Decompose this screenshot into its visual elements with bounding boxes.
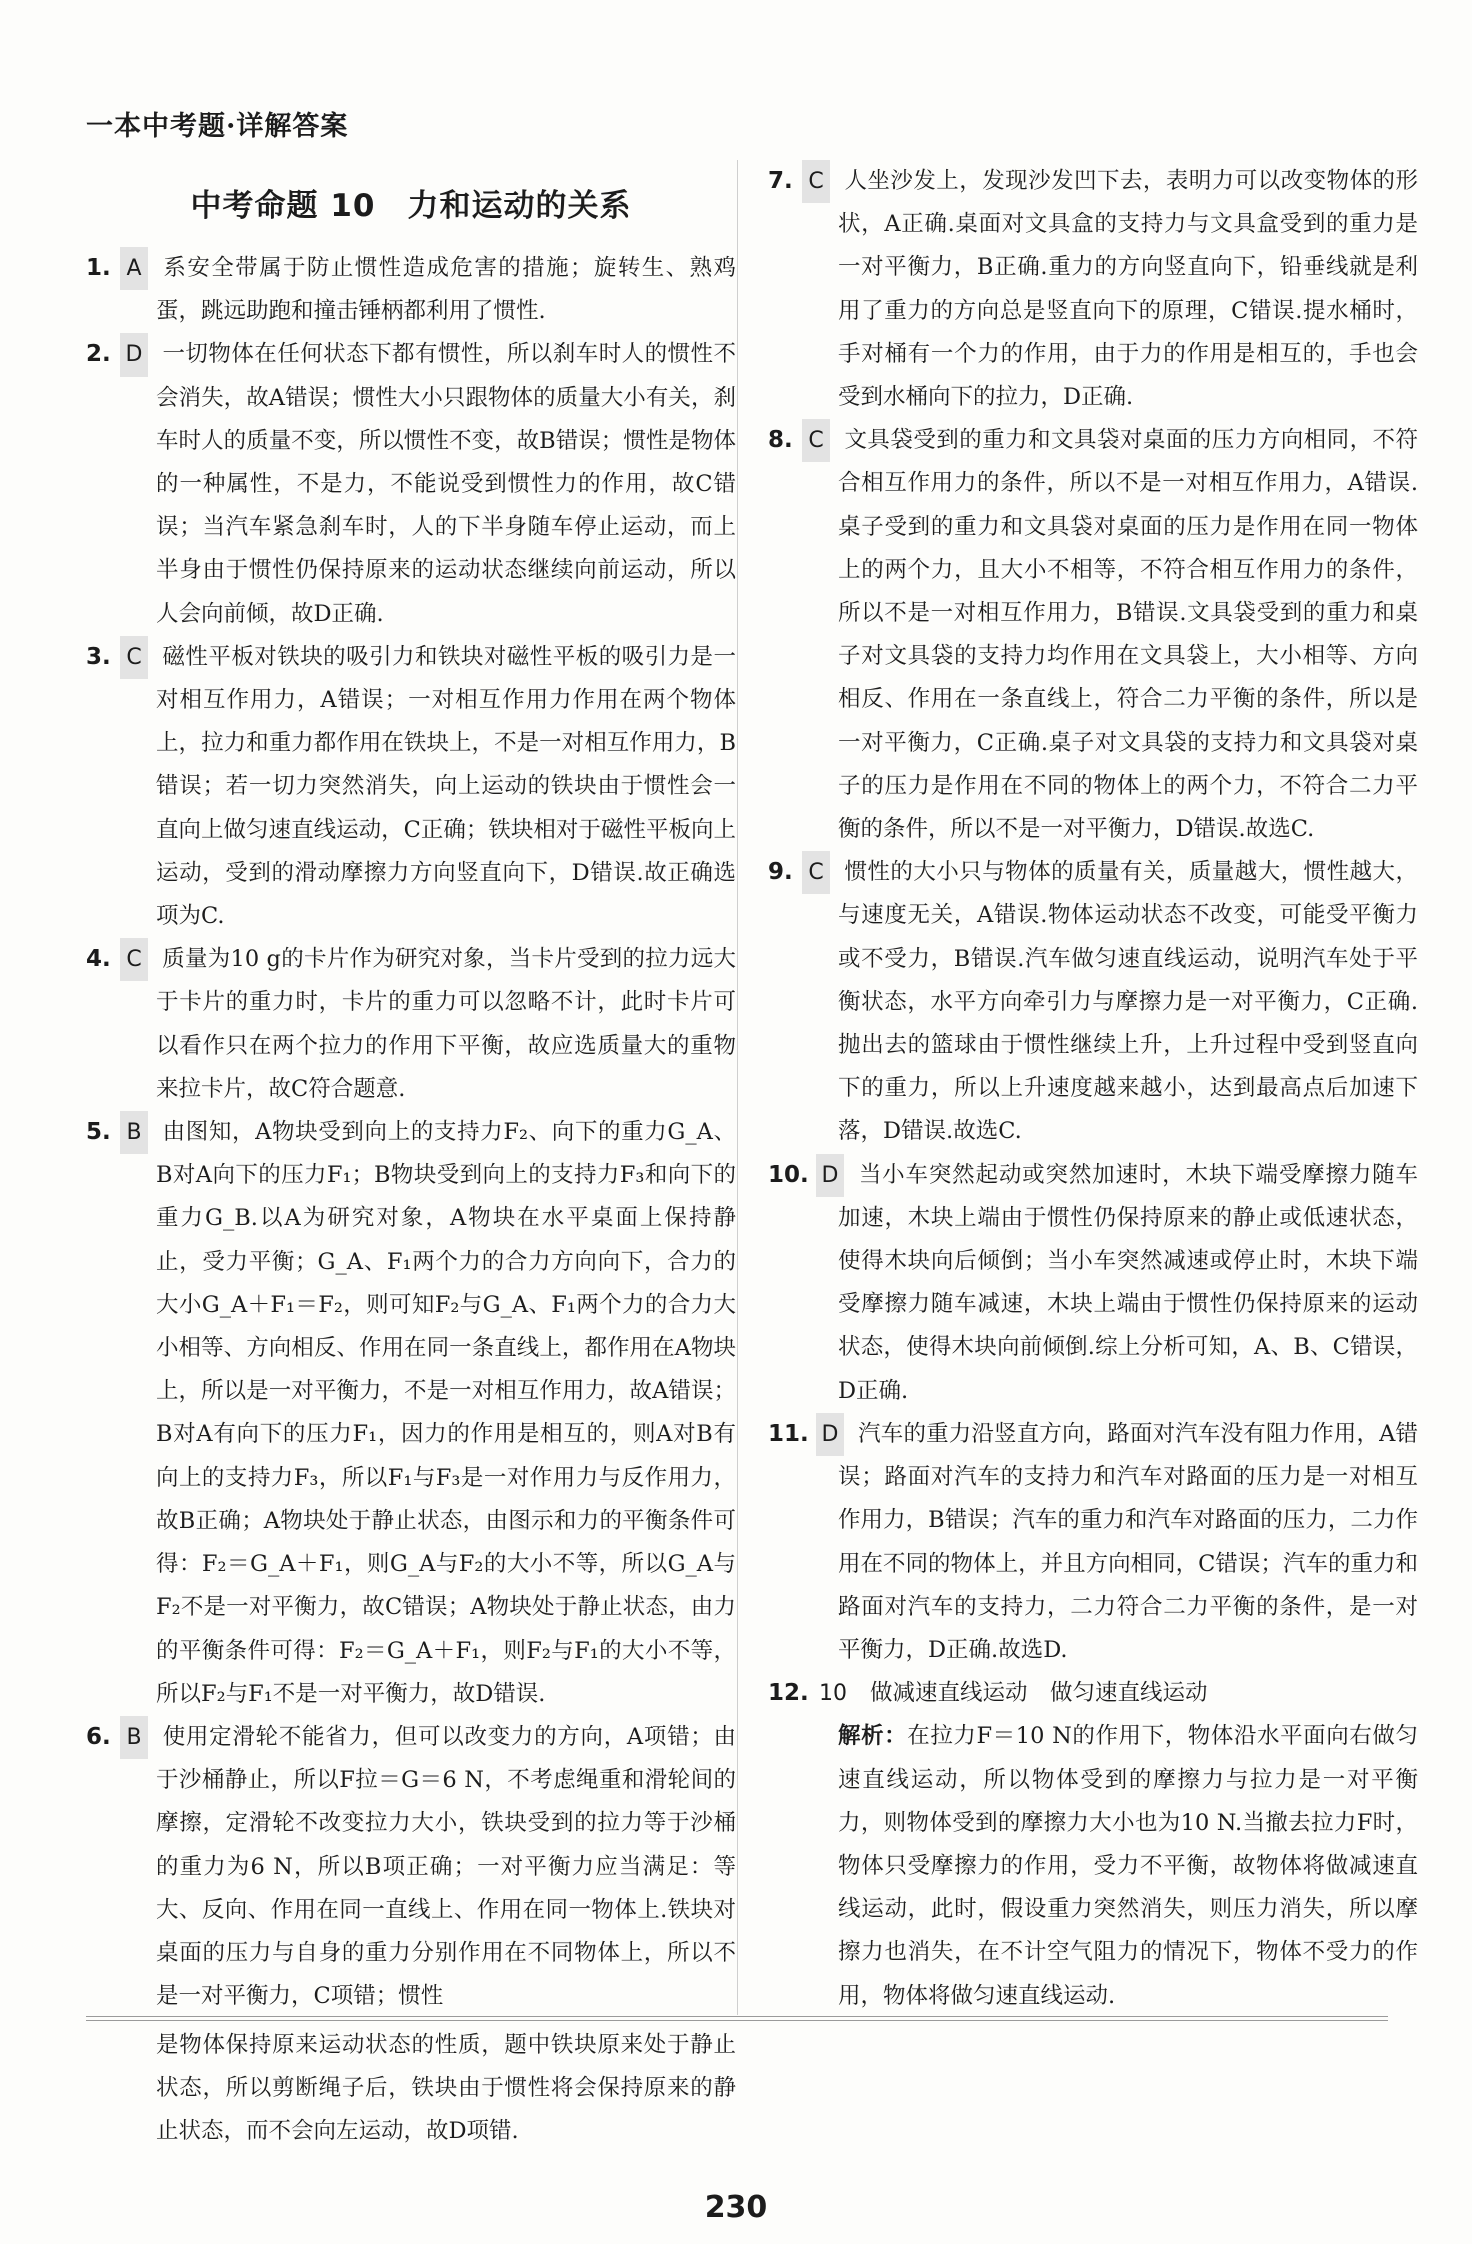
analysis-block [768,1715,1418,2017]
left-answer-list [86,247,736,2018]
explanation-text: 由图知，A物块受到向上的支持力F₂、向下的重力G_A、B对A向下的压力F₁；B物块受到向上的支持力F₃和向下的重力G_B.以A为研究对象，A物块在水平桌面上保持静止，受力平衡；G_A、F₁两个力的合力方向向下，合力的大小G_A＋F₁＝F₂，则可知F₂与G_A、F₁两个力的合力大小相等、方向相反、作用在同一条直线上，都作用在A物块上，所以是一对平衡力，不是一对相互作用力，故A错误；B对A有向下的压力F₁，因力的作用是相互的，则A对B有向上的支持力F₃，所以F₁与F₃是一对作用力与反作用力，故B正确；A物块处于静止状态，由图示和力的平衡条件可得：F₂＝G_A＋F₁，则G_A与F₂的大小不等，所以G_A与F₂不是一对平衡力，故C错误；A物块处于静止状态，由力的平衡条件可得：F₂＝G_A＋F₁，则F₂与F₁的大小不等，所以F₂与F₁不是一对平衡力，故D错误. [156,1119,736,1707]
answer-choice: A [120,247,148,290]
answer-item [86,1716,736,2018]
question-number: 11. [768,1420,809,1447]
analysis-text: 在拉力F＝10 N的作用下，物体沿水平面向右做匀速直线运动，所以物体受到的摩擦力与拉力是一对平衡力，则物体受到的摩擦力大小也为10 N.当撤去拉力F时，物体只受摩擦力的作用，受力不平衡，故物体将做减速直线运动，此时，假设重力突然消失，则压力消失，所以摩擦力也消失，在不计空气阻力的情况下，物体不受力的作用，物体将做匀速直线运动. [838,1723,1418,2009]
analysis-label: 解析： [838,1723,908,1750]
bottom-divider [86,2016,1388,2021]
column-divider [737,160,738,2015]
answer-item [768,1154,1418,1413]
question-number: 9. [768,859,793,886]
header-title: 一本中考题·详解答案 [86,111,349,142]
answer-choice: C [120,938,148,981]
right-column [768,160,1418,2018]
question-number: 12. [768,1680,809,1707]
question-number: 4. [86,946,111,973]
explanation-text: 质量为10 g的卡片作为研究对象，当卡片受到的拉力远大于卡片的重力时，卡片的重力可以忽略不计，此时卡片可以看作只在两个拉力的作用下平衡，故应选质量大的重物来拉卡片，故C符合题意. [156,946,736,1102]
explanation-text: 文具袋受到的重力和文具袋对桌面的压力方向相同，不符合相互作用力的条件，所以不是一对相互作用力，A错误.桌子受到的重力和文具袋对桌面的压力是作用在同一物体上的两个力，且大小不相等，不符合相互作用力的条件，所以不是一对相互作用力，B错误.文具袋受到的重力和桌子对文具袋的支持力均作用在文具袋上，大小相等、方向相反、作用在一条直线上，符合二力平衡的条件，所以是一对平衡力，C正确.桌子对文具袋的支持力和文具袋对桌子的压力是作用在不同的物体上的两个力，不符合二力平衡的条件，所以不是一对平衡力，D错误.故选C. [838,427,1418,843]
answer-item [768,851,1418,1153]
question-number: 2. [86,341,111,368]
answer-item [86,636,736,938]
answer-item [768,1413,1418,1672]
answer-choice: C [120,636,148,679]
question-number: 1. [86,255,111,281]
answer-choice: B [120,1716,148,1759]
explanation-text: 人坐沙发上，发现沙发凹下去，表明力可以改变物体的形状，A正确.桌面对文具盒的支持力与文具盒受到的重力是一对平衡力，B正确.重力的方向竖直向下，铅垂线就是利用了重力的方向总是竖直向下的原理，C错误.提水桶时，手对桶有一个力的作用，由于力的作用是相互的，手也会受到水桶向下的拉力，D正确. [838,168,1418,411]
answer-choice: C [802,851,830,894]
explanation-text: 一切物体在任何状态下都有惯性，所以刹车时人的惯性不会消失，故A错误；惯性大小只跟物体的质量大小有关，刹车时人的质量不变，所以惯性不变，故B错误；惯性是物体的一种属性，不是力，不能说受到惯性力的作用，故C错误；当汽车紧急刹车时，人的下半身随车停止运动，而上半身由于惯性仍保持原来的运动状态继续向前运动，所以人会向前倾，故D正确. [156,341,736,627]
answer-item [768,419,1418,851]
answer-item [86,247,736,333]
answer-item [86,938,736,1111]
explanation-text: 惯性的大小只与物体的质量有关，质量越大，惯性越大，与速度无关，A错误.物体运动状态不改变，可能受平衡力或不受力，B错误.汽车做匀速直线运动，说明汽车处于平衡状态，水平方向牵引力与摩擦力是一对平衡力，C正确.抛出去的篮球由于惯性继续上升，上升过程中受到竖直向下的重力，所以上升速度越来越小，达到最高点后加速下落，D错误.故选C. [838,859,1418,1145]
explanation-text: 使用定滑轮不能省力，但可以改变力的方向，A项错；由于沙桶静止，所以F拉＝G＝6 N，不考虑绳重和滑轮间的摩擦，定滑轮不改变拉力大小，铁块受到的拉力等于沙桶的重力为6 N，所以B项正确；一对平衡力应当满足：等大、反向、作用在同一直线上、作用在同一物体上.铁块对桌面的压力与自身的重力分别作用在不同物体上，所以不是一对平衡力，C项错；惯性 [156,1723,736,2010]
page-number: 230 [704,2190,768,2225]
answer-item [86,1111,736,1716]
answer-item [86,333,736,635]
question-number: 7. [768,168,793,194]
question-number: 3. [86,643,111,670]
question-number: 8. [768,427,793,454]
item-6-continuation: 是物体保持原来运动状态的性质，题中铁块原来处于静止状态，所以剪断绳子后，铁块由于惯性将会保持原来的静止状态，而不会向左运动，故D项错. [156,2032,736,2145]
answer-choice: D [120,333,148,376]
question-number: 6. [86,1723,111,1750]
answer-item [768,160,1418,419]
question-number: 5. [86,1119,111,1146]
right-answer-list [768,160,1418,2018]
explanation-text: 磁性平板对铁块的吸引力和铁块对磁性平板的吸引力是一对相互作用力，A错误；一对相互作用力作用在两个物体上，拉力和重力都作用在铁块上，不是一对相互作用力，B错误；若一切力突然消失，向上运动的铁块由于惯性会一直向上做匀速直线运动，C正确；铁块相对于磁性平板向上运动，受到的滑动摩擦力方向竖直向下，D错误.故正确选项为C. [156,643,736,930]
explanation-text: 汽车的重力沿竖直方向，路面对汽车没有阻力作用，A错误；路面对汽车的支持力和汽车对路面的压力是一对相互作用力，B错误；汽车的重力和汽车对路面的压力，二力作用在不同的物体上，并且方向相同，C错误；汽车的重力和路面对汽车的支持力，二力符合二力平衡的条件，是一对平衡力，D正确.故选D. [838,1420,1418,1663]
left-column [86,160,736,2018]
explanation-text: 系安全带属于防止惯性造成危害的措施；旋转生、熟鸡蛋，跳远助跑和撞击锤柄都利用了惯性. [156,255,736,325]
answer-choice: D [816,1154,844,1197]
explanation-text: 当小车突然起动或突然加速时，木块下端受摩擦力随车加速，木块上端由于惯性仍保持原来的静止或低速状态，使得木块向后倾倒；当小车突然减速或停止时，木块下端受摩擦力随车减速，木块上端由于惯性仍保持原来的运动状态，使得木块向前倾倒.综上分析可知，A、B、C错误，D正确. [838,1161,1418,1404]
answer-item [768,1672,1418,2018]
answer-choice: B [120,1111,148,1154]
section-title: 中考命题 10 力和运动的关系 [190,188,632,224]
answer-choice: 10 [819,1681,847,1707]
answer-choice: C [802,160,830,203]
answer-choice: D [816,1413,844,1456]
answer-choice: C [802,419,830,462]
explanation-text: 做减速直线运动 做匀速直线运动 [870,1680,1208,1707]
question-number: 10. [768,1161,809,1188]
